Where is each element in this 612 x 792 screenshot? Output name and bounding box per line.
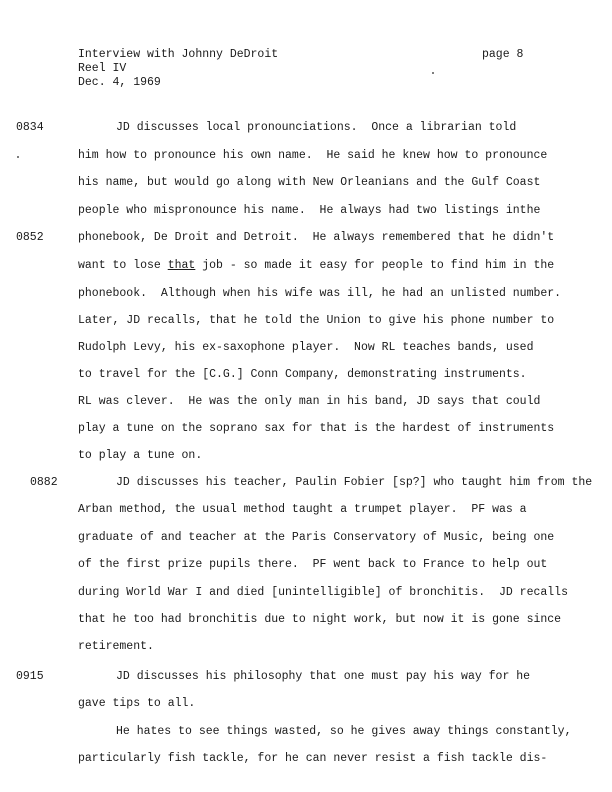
transcript-line: Later, JD recalls, that he told the Union to give his phone number to <box>78 314 555 327</box>
line-part: job - so made it easy for people to find him in the <box>195 259 555 272</box>
transcript-line: RL was clever. He was the only man in his band, JD says that could <box>78 395 541 408</box>
interview-date: Dec. 4, 1969 <box>78 76 161 89</box>
transcript-line: JD discusses local pronounciations. Once a librarian told <box>116 121 517 134</box>
timecode-0882: 0882 <box>30 476 58 489</box>
interview-title: Interview with Johnny DeDroit <box>78 48 279 61</box>
transcript-line: phonebook, De Droit and Detroit. He always remembered that he didn't <box>78 231 555 244</box>
transcript-line: to play a tune on. <box>78 449 203 462</box>
transcript-line: phonebook. Although when his wife was ill, he had an unlisted number. <box>78 287 562 300</box>
transcript-line: He hates to see things wasted, so he gives away things constantly, <box>116 725 572 738</box>
page-number: page 8 <box>482 48 524 61</box>
timecode-0852: 0852 <box>16 231 44 244</box>
transcript-line: Arban method, the usual method taught a trumpet player. PF was a <box>78 503 527 516</box>
transcript-line: to travel for the [C.G.] Conn Company, demonstrating instruments. <box>78 368 527 381</box>
transcript-line: of the first prize pupils there. PF went back to France to help out <box>78 558 548 571</box>
reel-label: Reel IV <box>78 62 127 75</box>
transcript-line: retirement. <box>78 640 154 653</box>
transcript-line: his name, but would go along with New Orleanians and the Gulf Coast <box>78 176 541 189</box>
transcript-line: that he too had bronchitis due to night work, but now it is gone since <box>78 613 562 626</box>
scan-speck <box>17 156 19 158</box>
line-part: want to lose <box>78 259 168 272</box>
timecode-0834: 0834 <box>16 121 44 134</box>
transcript-line: Rudolph Levy, his ex-saxophone player. Now RL teaches bands, used <box>78 341 534 354</box>
transcript-line: particularly fish tackle, for he can never resist a fish tackle dis- <box>78 752 548 765</box>
transcript-line: during World War I and died [unintelligible] of bronchitis. JD recalls <box>78 586 568 599</box>
transcript-line: people who mispronounce his name. He always had two listings inthe <box>78 204 541 217</box>
transcript-line <box>78 259 554 273</box>
transcript-line: him how to pronounce his own name. He said he knew how to pronounce <box>78 149 548 162</box>
timecode-0915: 0915 <box>16 670 44 683</box>
transcript-line: JD discusses his philosophy that one must pay his way for he <box>116 670 531 683</box>
transcript-line: gave tips to all. <box>78 697 196 710</box>
transcript-line: graduate of and teacher at the Paris Conservatory of Music, being one <box>78 531 555 544</box>
transcript-line: JD discusses his teacher, Paulin Fobier [sp?] who taught him from the <box>116 476 593 489</box>
underlined-word: that <box>167 259 196 272</box>
scan-speck <box>432 72 434 74</box>
transcript-line: play a tune on the soprano sax for that is the hardest of instruments <box>78 422 555 435</box>
